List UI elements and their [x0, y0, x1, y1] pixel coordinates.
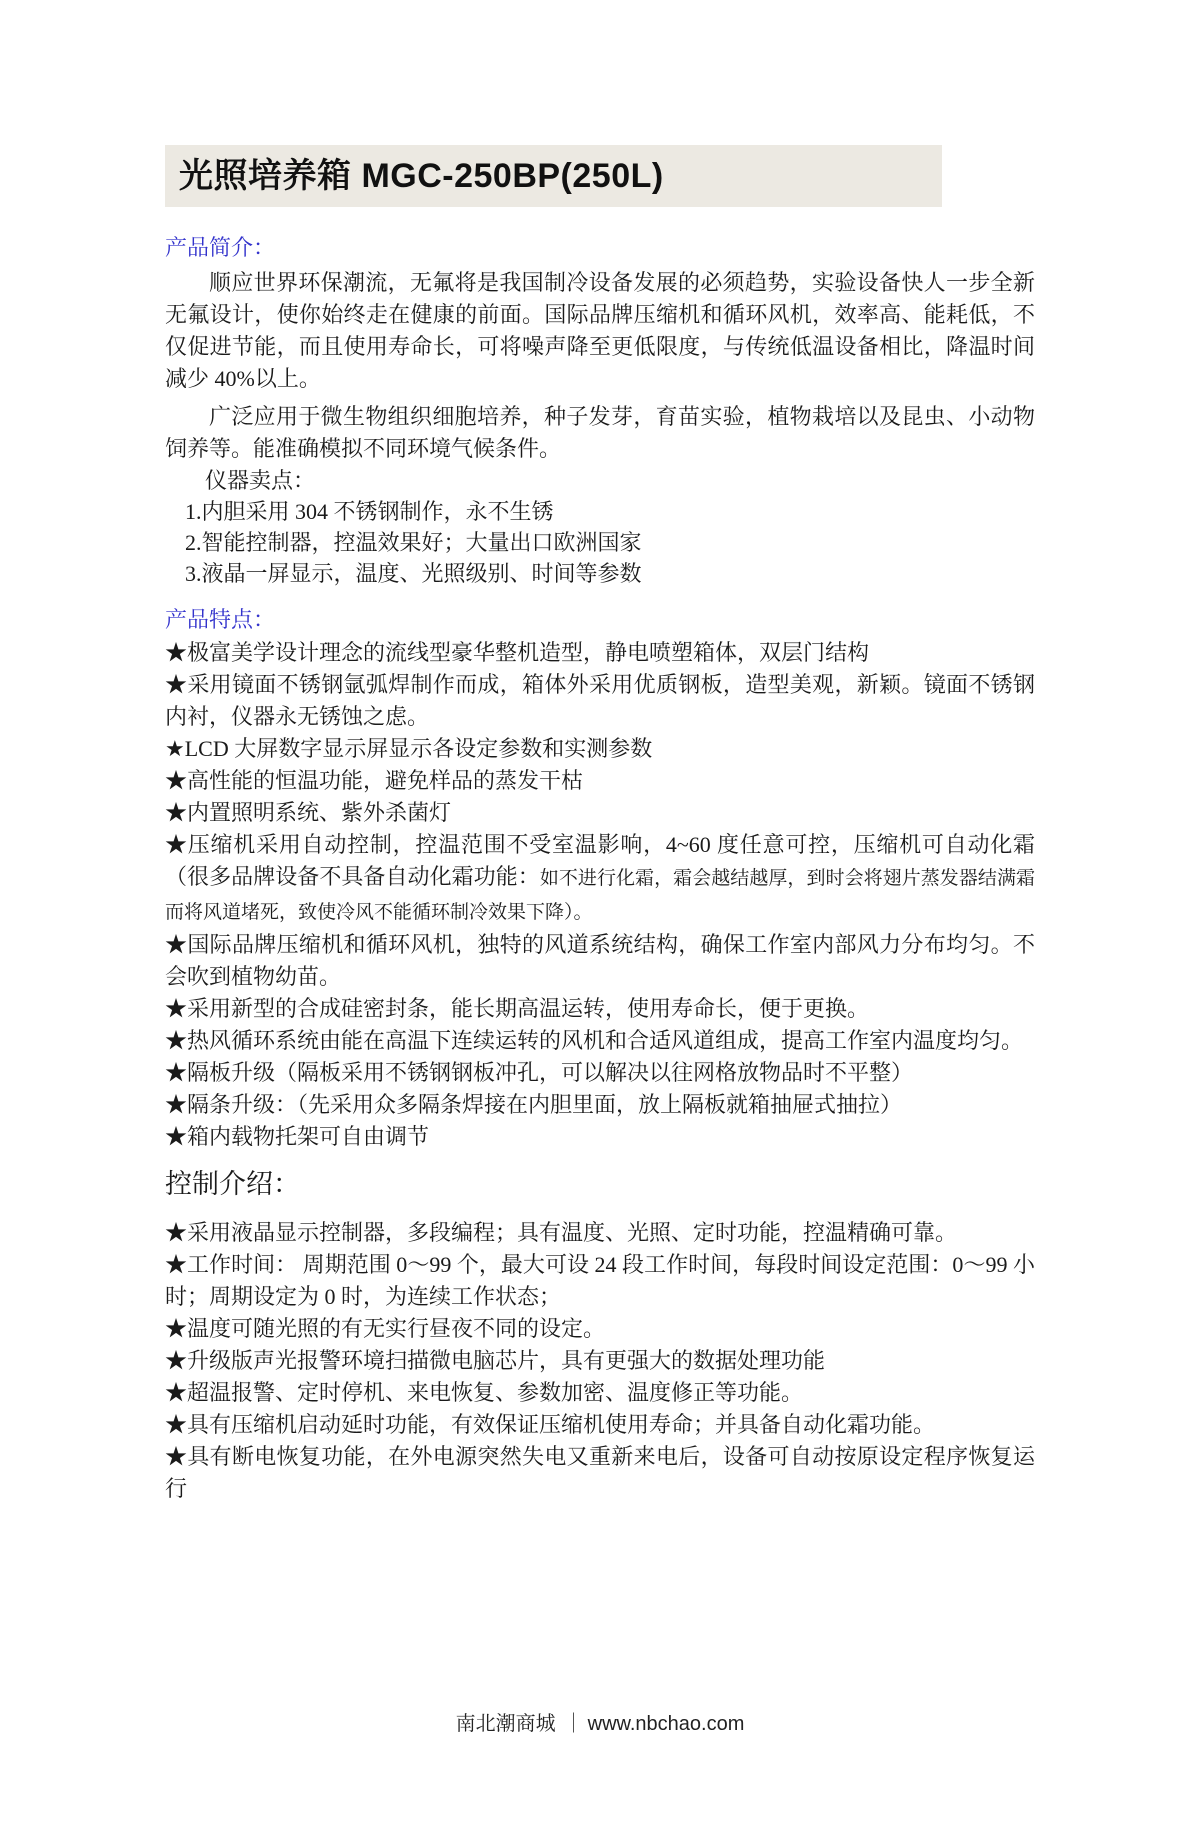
control-item: ★具有压缩机启动延时功能，有效保证压缩机使用寿命；并具备自动化霜功能。: [165, 1412, 936, 1437]
control-heading: 控制介绍：: [165, 1169, 300, 1199]
feature-item: [165, 1025, 1035, 1057]
feature-text: ★国际品牌压缩机和循环风机，独特的风道系统结构，确保工作室内部风力分布均匀。不会吹到植物幼苗。: [165, 932, 1035, 989]
intro-heading: 产品简介：: [165, 235, 276, 260]
control-item: ★采用液晶显示控制器，多段编程；具有温度、光照、定时功能，控温精确可靠。: [165, 1220, 958, 1245]
feature-item: [165, 829, 1035, 929]
feature-text: ★采用镜面不锈钢氩弧焊制作而成，箱体外采用优质钢板，造型美观，新颖。镜面不锈钢内衬，仪器永无锈蚀之虑。: [165, 672, 1035, 729]
feature-text: ★内置照明系统、紫外杀菌灯: [165, 800, 452, 825]
selling-point-item: 2.智能控制器，控温效果好；大量出口欧洲国家: [185, 530, 642, 555]
page-title: 光照培养箱 MGC-250BP(250L): [165, 145, 942, 207]
feature-item: [165, 1121, 1035, 1153]
feature-text: ★隔板升级（隔板采用不锈钢钢板冲孔，可以解决以往网格放物品时不平整）: [165, 1060, 914, 1085]
feature-item: [165, 669, 1035, 733]
footer-site-url: www.nbchao.com: [587, 1713, 745, 1735]
feature-text: ★极富美学设计理念的流线型豪华整机造型，静电喷塑箱体，双层门结构: [165, 640, 870, 665]
footer: [0, 1707, 1200, 1736]
feature-item: [165, 1089, 1035, 1121]
control-item: ★超温报警、定时停机、来电恢复、参数加密、温度修正等功能。: [165, 1380, 804, 1405]
features-heading: 产品特点：: [165, 607, 276, 632]
feature-text: ★采用新型的合成硅密封条，能长期高温运转，使用寿命长，便于更换。: [165, 996, 870, 1021]
document-body: [165, 145, 1035, 1505]
feature-text: ★压缩机采用自动控制，控温范围不受室温影响，4~60 度任意可控，压缩机可自动化霜（很多品牌设备不具备自动化霜功能：: [165, 832, 1035, 889]
feature-text: ★LCD 大屏数字显示屏显示各设定参数和实测参数: [165, 736, 653, 761]
feature-text: ★隔条升级：（先采用众多隔条焊接在内胆里面，放上隔板就箱抽屉式抽拉）: [165, 1092, 903, 1117]
feature-text: ★高性能的恒温功能，避免样品的蒸发干枯: [165, 768, 584, 793]
control-item: ★具有断电恢复功能，在外电源突然失电又重新来电后，设备可自动按原设定程序恢复运行: [165, 1444, 1035, 1501]
feature-item: [165, 637, 1035, 669]
feature-item: [165, 797, 1035, 829]
feature-item: [165, 733, 1035, 765]
feature-item: [165, 765, 1035, 797]
feature-text: ★箱内载物托架可自由调节: [165, 1124, 430, 1149]
selling-point-item: 3.液晶一屏显示，温度、光照级别、时间等参数: [185, 561, 642, 586]
feature-list: [165, 637, 1035, 1153]
feature-item: [165, 1057, 1035, 1089]
footer-divider: ｜: [563, 1713, 584, 1735]
footer-site-name: 南北潮商城: [455, 1713, 556, 1735]
feature-item: [165, 993, 1035, 1025]
intro-paragraph: 广泛应用于微生物组织细胞培养，种子发芽，育苗实验，植物栽培以及昆虫、小动物饲养等。能准确模拟不同环境气候条件。: [165, 404, 1035, 461]
control-item: ★工作时间： 周期范围 0～99 个，最大可设 24 段工作时间，每段时间设定范围：0～99 小时；周期设定为 0 时，为连续工作状态；: [165, 1252, 1035, 1309]
defrost-note-text: 如不进行化霜，霜会越结越厚，到时会将翅片蒸发器结满霜而将风道堵死，致使冷风不能循环制冷效果下降）。: [165, 868, 1035, 923]
feature-item: [165, 929, 1035, 993]
control-item: ★温度可随光照的有无实行昼夜不同的设定。: [165, 1316, 606, 1341]
feature-text: ★热风循环系统由能在高温下连续运转的风机和合适风道组成，提高工作室内温度均匀。: [165, 1028, 1024, 1053]
intro-paragraph: 顺应世界环保潮流，无氟将是我国制冷设备发展的必须趋势，实验设备快人一步全新无氟设计，使你始终走在健康的前面。国际品牌压缩机和循环风机，效率高、能耗低，不仅促进节能，而且使用寿命长，可将噪声降至更低限度，与传统低温设备相比，降温时间减少 40%以上。: [165, 270, 1035, 391]
selling-points-title: 仪器卖点：: [205, 468, 316, 493]
selling-point-item: 1.内胆采用 304 不锈钢制作，永不生锈: [185, 499, 554, 524]
control-list: [165, 1217, 1035, 1505]
control-item: ★升级版声光报警环境扫描微电脑芯片，具有更强大的数据处理功能: [165, 1348, 826, 1373]
